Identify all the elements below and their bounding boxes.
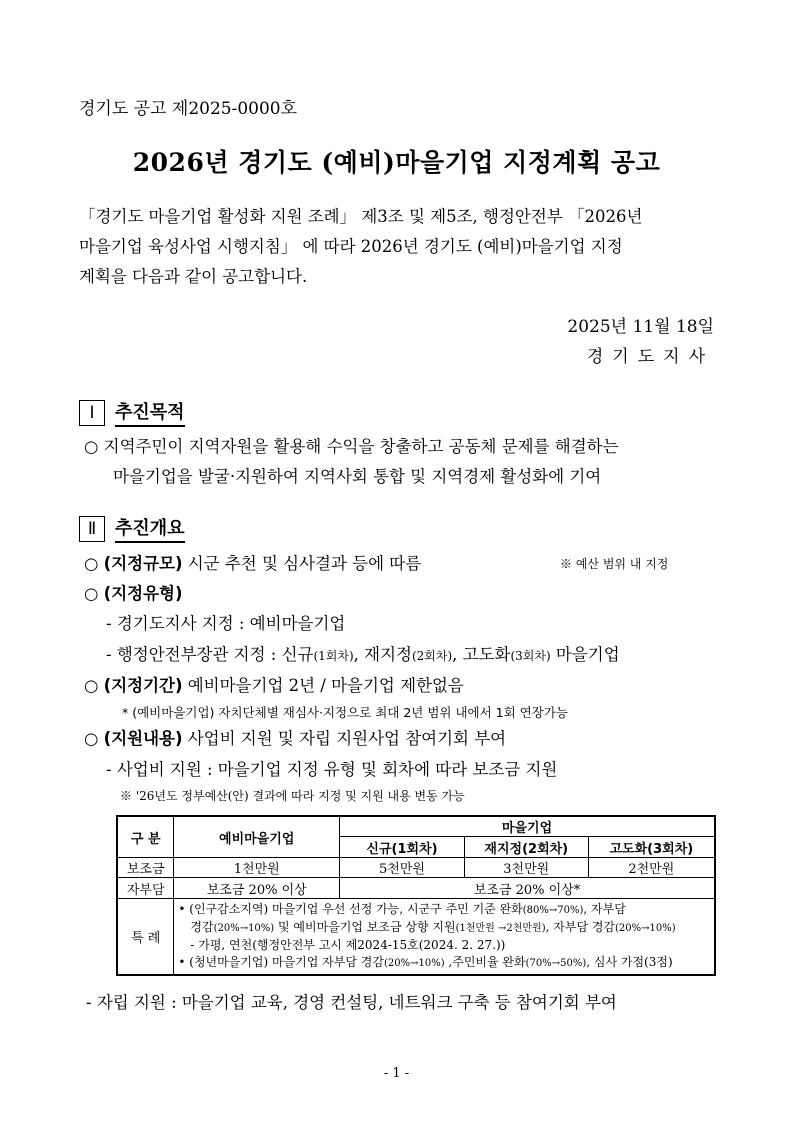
intro-line-2: 마을기업 육성사업 시행지침」 에 따라 2026년 경기도 (예비)마을기업 지정: [79, 237, 623, 256]
page-title: 2026년 경기도 (예비)마을기업 지정계획 공고: [132, 148, 661, 177]
type-line-2-new-round: (1회차): [313, 649, 354, 663]
special-4a: • (청년마을기업) 마을기업 자부담 경감: [178, 955, 384, 969]
intro-line-3: 계획을 다음과 같이 공고합니다.: [79, 267, 308, 286]
purpose-line-1: ○ 지역주민이 지역자원을 활용해 수익을 창출하고 공동체 문제를 해결하는: [84, 437, 619, 456]
notice-date: 2025년 11월 18일: [567, 317, 714, 337]
scale-bullet: ○: [84, 554, 99, 573]
issuer: 경기도지사: [586, 347, 714, 367]
scale-text: 시군 추천 및 심사결과 등에 따름: [182, 554, 422, 573]
special-4b: (20%→10%): [383, 958, 445, 969]
special-cell: [174, 899, 715, 976]
table-row: [117, 878, 715, 899]
special-line-2: [178, 919, 710, 937]
period-text: 예비마을기업 2년 / 마을기업 제한없음: [182, 676, 464, 695]
type-item: [84, 580, 183, 604]
subsidy-prelim: 1천만원: [174, 858, 340, 878]
notice-number: 경기도 공고 제2025-0000호: [79, 99, 298, 119]
row-selfpay-label: 자부담: [117, 878, 174, 899]
subsidy-advanced: 2천만원: [588, 858, 715, 878]
type-label: (지정유형): [103, 584, 183, 603]
table-row: [117, 858, 715, 878]
section-2-title: 추진개요: [115, 514, 185, 543]
table-row: [117, 899, 715, 976]
type-line-1: - 경기도지사 지정 : 예비마을기업: [106, 614, 346, 633]
purpose-line-2: 마을기업을 발굴·지원하여 지역사회 통합 및 지역경제 활성화에 기여: [113, 467, 602, 486]
section-1-number: Ⅰ: [79, 400, 105, 426]
special-4c: ,주민비율 완화: [444, 955, 526, 969]
scale-note: ※ 예산 범위 내 지정: [560, 557, 669, 571]
intro-paragraph: [79, 202, 642, 292]
support-line-1: - 사업비 지원 : 마을기업 지정 유형 및 회차에 따라 보조금 지원: [106, 760, 558, 779]
special-line-1: [178, 901, 710, 919]
special-4e: , 심사 가점(3점): [586, 955, 673, 969]
support-label: (지원내용): [103, 729, 183, 748]
type-line-2: [106, 641, 620, 665]
period-label: (지정기간): [103, 676, 183, 695]
special-1b: (80%→70%): [522, 905, 584, 916]
special-1a: • (인구감소지역) 마을기업 우선 선정 가능, 시군구 주민 기준 완화: [178, 902, 523, 916]
page-number: - 1 -: [383, 1066, 410, 1081]
selfpay-prelim: 보조금 20% 이상: [174, 878, 340, 899]
intro-line-1: 「경기도 마을기업 활성화 지원 조례」 제3조 및 제5조, 행정안전부 「2026년: [79, 207, 643, 226]
special-2d: (1천만원 →2천만원): [455, 923, 546, 934]
type-line-2-advanced: , 고도화: [452, 645, 511, 664]
header-advanced: 고도화(3회차): [588, 837, 715, 858]
special-2f: (20%→10%): [615, 923, 676, 934]
header-redesig: 재지정(2회차): [464, 837, 588, 858]
support-bullet: ○: [84, 729, 99, 748]
section-1-title: 추진목적: [115, 398, 185, 427]
scale-item: [84, 550, 421, 574]
section-2-header: [79, 514, 185, 543]
type-line-2-advanced-round: (3회차): [510, 649, 551, 663]
type-line-2-redesig-round: (2회차): [411, 649, 453, 663]
special-4d: (70%→50%): [525, 958, 587, 969]
row-subsidy-label: 보조금: [117, 858, 174, 878]
support-table: [116, 815, 716, 976]
support-text: 사업비 지원 및 자립 지원사업 참여기회 부여: [182, 729, 507, 748]
self-support-line: - 자립 지원 : 마을기업 교육, 경영 컨설팅, 네트워크 구축 등 참여기회 부여: [86, 993, 617, 1012]
section-1-header: [79, 398, 185, 427]
special-2a: 경감: [190, 920, 214, 934]
special-2e: , 자부담 경감: [545, 920, 616, 934]
type-bullet: ○: [84, 584, 99, 603]
section-2-number: Ⅱ: [79, 516, 105, 542]
row-special-label: 특 례: [117, 899, 174, 976]
subsidy-redesig: 3천만원: [464, 858, 588, 878]
special-2c: 및 예비마을기업 보조금 상향 지원: [274, 920, 456, 934]
special-line-4: [178, 954, 710, 972]
header-village: 마을기업: [340, 816, 715, 837]
period-note: * (예비마을기업) 자치단체별 재심사·지정으로 최대 2년 범위 내에서 1회 연장가능: [122, 705, 568, 720]
scale-label: (지정규모): [103, 554, 183, 573]
type-line-2-tail: 마을기업: [550, 645, 620, 664]
period-item: [84, 672, 464, 696]
header-new: 신규(1회차): [340, 837, 465, 858]
subsidy-new: 5천만원: [340, 858, 465, 878]
special-line-3: - 가평, 연천(행정안전부 고시 제2024-15호(2024. 2. 27.)): [190, 938, 506, 952]
type-line-2-redesig: , 재지정: [353, 645, 412, 664]
special-2b: (20%→10%): [213, 923, 275, 934]
type-line-2-new: - 행정안전부장관 지정 : 신규: [106, 645, 314, 664]
header-prelim: 예비마을기업: [174, 816, 340, 858]
header-category: 구 분: [117, 816, 174, 858]
special-1c: , 자부담: [583, 902, 626, 916]
selfpay-village: 보조금 20% 이상*: [340, 878, 715, 899]
support-note: ※ '26년도 정부예산(안) 결과에 따라 지정 및 지원 내용 변동 가능: [120, 789, 465, 803]
period-bullet: ○: [84, 676, 99, 695]
support-item: [84, 725, 506, 749]
